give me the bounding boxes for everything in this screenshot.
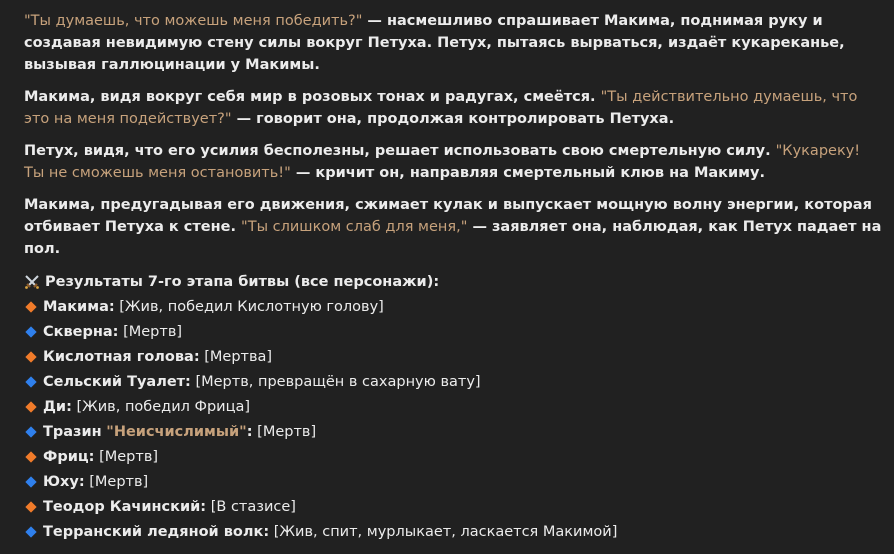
story-paragraph-2 bbox=[24, 86, 882, 130]
list-item: Тразин "Неисчислимый" : [Мертв] bbox=[24, 419, 882, 444]
narration: — говорит она, продолжая контролировать Петуха. bbox=[231, 111, 675, 127]
orange-diamond-icon bbox=[25, 301, 36, 312]
crossed-swords-icon bbox=[24, 274, 40, 290]
quote: "Ты слишком слаб для меня," bbox=[241, 219, 468, 235]
orange-diamond-icon bbox=[25, 501, 36, 512]
story-paragraph-3 bbox=[24, 140, 882, 184]
results-list bbox=[24, 294, 882, 544]
list-item: Теодор Качинский: [В стазисе] bbox=[24, 494, 882, 519]
quote: "Кукареку! Ты не сможешь меня остановить!" bbox=[24, 143, 861, 181]
list-item: Сельский Туалет: [Мертв, превращён в сахарную вату] bbox=[24, 369, 882, 394]
results-title: Результаты 7-го этапа битвы (все персонажи): bbox=[45, 274, 440, 290]
narration: Макима, предугадывая его движения, сжимает кулак и выпускает мощную волну энергии, которая отбивает Петуха к стене. bbox=[24, 197, 872, 235]
quote: "Ты действительно думаешь, что это на меня подействует?" bbox=[24, 89, 858, 127]
list-item: Ди: [Жив, победил Фрица] bbox=[24, 394, 882, 419]
blue-diamond-icon bbox=[25, 376, 36, 387]
list-item: Макима: [Жив, победил Кислотную голову] bbox=[24, 294, 882, 319]
orange-diamond-icon bbox=[25, 401, 36, 412]
list-item: Терранский ледяной волк: [Жив, спит, мурлыкает, ласкается Макимой] bbox=[24, 519, 882, 544]
blue-diamond-icon bbox=[25, 476, 36, 487]
orange-diamond-icon bbox=[25, 351, 36, 362]
narration: — насмешливо спрашивает Макима, поднимая руку и создавая невидимую стену силы вокруг Петуха. Петух, пытаясь вырваться, издаёт кукареканье, вызывая галлюцинации у Макимы. bbox=[24, 13, 845, 73]
quote: "Ты думаешь, что можешь меня победить?" bbox=[24, 13, 363, 29]
blue-diamond-icon bbox=[25, 526, 36, 537]
story-paragraph-4 bbox=[24, 194, 882, 260]
narration: Макима, видя вокруг себя мир в розовых тонах и радугах, смеётся. bbox=[24, 89, 601, 105]
orange-diamond-icon bbox=[25, 451, 36, 462]
list-item: Кислотная голова: [Мертва] bbox=[24, 344, 882, 369]
list-item: Юху: [Мертв] bbox=[24, 469, 882, 494]
list-item: Скверна: [Мертв] bbox=[24, 319, 882, 344]
narration: Петух, видя, что его усилия бесполезны, решает использовать свою смертельную силу. bbox=[24, 143, 776, 159]
narration: — заявляет она, наблюдая, как Петух падает на пол. bbox=[24, 219, 882, 257]
blue-diamond-icon bbox=[25, 426, 36, 437]
list-item: Фриц: [Мертв] bbox=[24, 444, 882, 469]
assistant-message bbox=[24, 10, 882, 544]
results-heading bbox=[24, 270, 882, 294]
narration: — кричит он, направляя смертельный клюв на Макиму. bbox=[290, 165, 765, 181]
story-paragraph-1 bbox=[24, 10, 882, 76]
blue-diamond-icon bbox=[25, 326, 36, 337]
